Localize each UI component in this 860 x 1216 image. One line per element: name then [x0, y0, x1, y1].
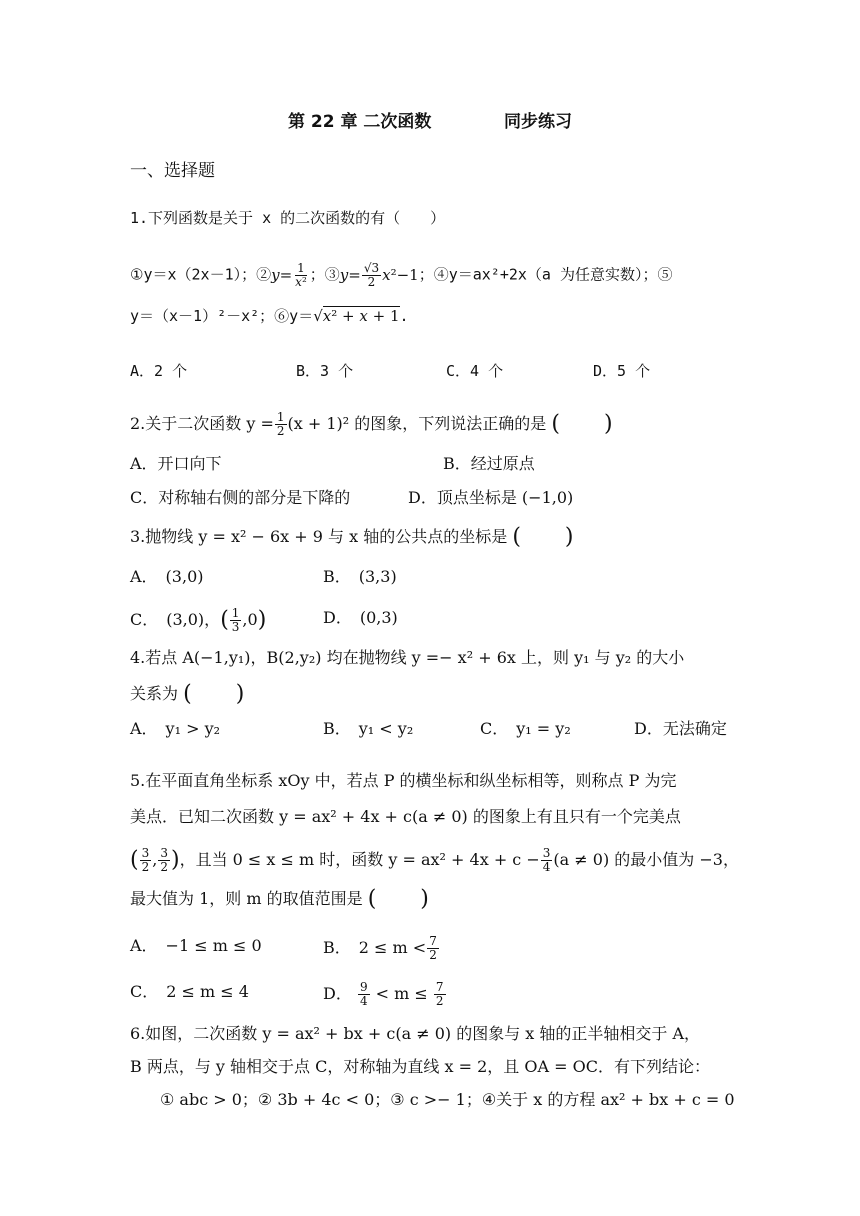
q1-option-c[interactable]: C．4 个 — [446, 362, 504, 380]
q6-line2: B 两点，与 y 轴相交于点 C，对称轴为直线 x = 2，且 OA = OC．有下列结论： — [130, 1057, 710, 1076]
q3-answer-blank[interactable]: ( ) — [512, 524, 574, 550]
q2-stem: 2.关于二次函数 y = $\frac{1}{2}$ (x + 1)² 的图象，下列说法正确的是 ( ) — [130, 410, 613, 438]
q2-option-c[interactable]: C．对称轴右侧的部分是下降的 — [130, 488, 351, 507]
q4-option-d[interactable]: D．无法确定 — [634, 719, 727, 738]
q5-answer-blank[interactable]: ( ) — [367, 886, 429, 912]
q2-option-a[interactable]: A．开口向下 — [130, 454, 222, 473]
q1-stem: 1.下列函数是关于 x 的二次函数的有（ ） — [130, 209, 446, 227]
doc-title-right: 同步练习 — [504, 112, 572, 132]
q4-option-b[interactable]: B． y₁ < y₂ — [323, 719, 414, 738]
q1-option-d[interactable]: D．5 个 — [593, 362, 651, 380]
q3-option-c[interactable]: C． (3,0)，( $\frac{1}{3}$ ,0) — [130, 606, 267, 634]
q5-option-b[interactable]: B． 2 ≤ m < $\frac{7}{2}$ — [323, 934, 437, 962]
q5-line4: 最大值为 1，则 m 的取值范围是 ( ) — [130, 886, 429, 912]
q5-option-a[interactable]: A． −1 ≤ m ≤ 0 — [130, 936, 262, 955]
q2-option-d[interactable]: D．顶点坐标是 (−1,0) — [408, 488, 574, 507]
q4-stem: 4.若点 A(−1,y₁)，B(2,y₂) 均在抛物线 y =− x² + 6x 上，则 y₁ 与 y₂ 的大小 — [130, 648, 685, 667]
q3-option-a[interactable]: A． (3,0) — [130, 567, 204, 586]
q5-line3: ( $\frac{3}{2}$ , $\frac{3}{2}$ )，且当 0 ≤ x ≤ m 时，函数 y = ax² + 4x + c − $\frac{3}{4}$ (a ≠ 0) 的最小值为 −3， — [130, 846, 739, 874]
section-heading: 一、选择题 — [130, 161, 215, 181]
q5-option-d[interactable]: D． $\frac{9}{4}$ < m ≤ $\frac{7}{2}$ — [323, 980, 444, 1008]
q6-line1: 6.如图，二次函数 y = ax² + bx + c(a ≠ 0) 的图象与 x 轴的正半轴相交于 A， — [130, 1024, 701, 1043]
q6-line3: ① abc > 0；② 3b + 4c < 0；③ c >− 1；④关于 x 的方程 ax² + bx + c = 0 — [160, 1090, 735, 1109]
q2-answer-blank[interactable]: ( ) — [551, 411, 613, 437]
q3-option-b[interactable]: B． (3,3) — [323, 567, 397, 586]
q3-option-d[interactable]: D． (0,3) — [323, 608, 398, 627]
q1-line2: y＝（x－1）²－x²；⑥y＝√x² + x + 1. — [130, 307, 409, 325]
q5-line2: 美点．已知二次函数 y = ax² + 4x + c(a ≠ 0) 的图象上有且只有一个完美点 — [130, 807, 681, 826]
q5-option-c[interactable]: C． 2 ≤ m ≤ 4 — [130, 982, 249, 1001]
q1-line1: ①y＝x（2x－1）；②y= $\frac{1}{\text{x²}}$ ；③y= $\frac{√3}{2}$ x²−1；④y＝ax²+2x（a 为任意实数）；⑤ — [130, 261, 673, 289]
q4-answer-blank[interactable]: ( ) — [183, 681, 245, 707]
q1-option-b[interactable]: B．3 个 — [296, 362, 354, 380]
q2-option-b[interactable]: B．经过原点 — [443, 454, 535, 473]
q3-stem: 3.抛物线 y = x² − 6x + 9 与 x 轴的公共点的坐标是 ( ) — [130, 524, 574, 550]
q4-option-a[interactable]: A． y₁ > y₂ — [130, 719, 221, 738]
q4-option-c[interactable]: C． y₁ = y₂ — [480, 719, 571, 738]
q1-option-a[interactable]: A．2 个 — [130, 362, 188, 380]
q5-line1: 5.在平面直角坐标系 xOy 中，若点 P 的横坐标和纵坐标相等，则称点 P 为完 — [130, 771, 677, 790]
q4-stem-2: 关系为 ( ) — [130, 681, 245, 707]
doc-title-left: 第 22 章 二次函数 — [288, 112, 432, 132]
